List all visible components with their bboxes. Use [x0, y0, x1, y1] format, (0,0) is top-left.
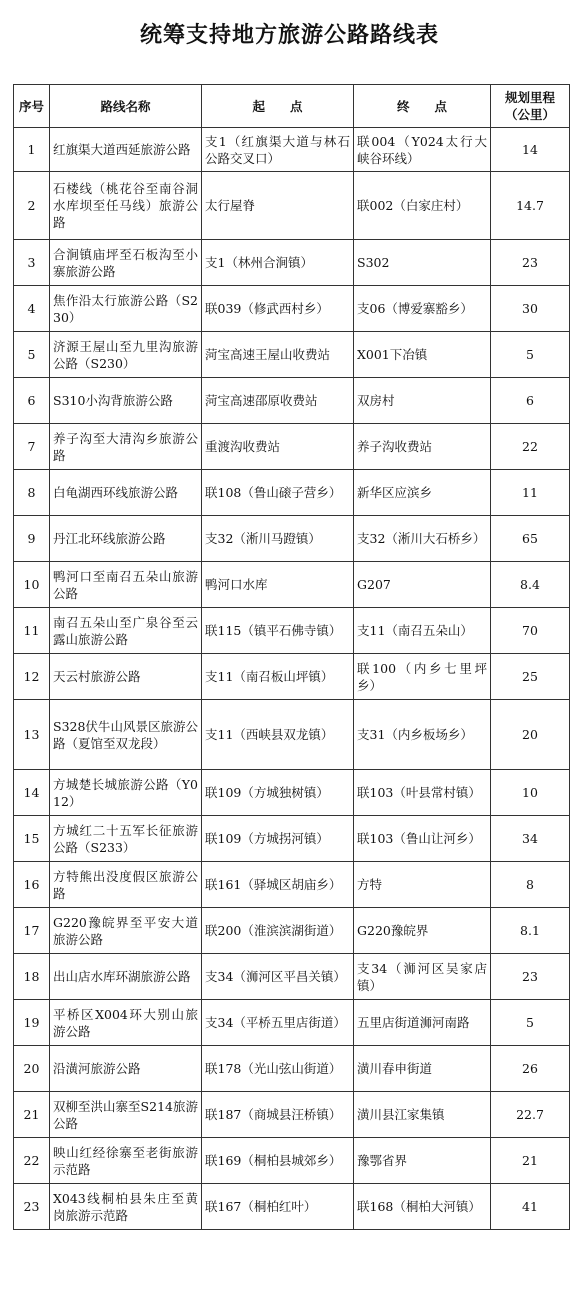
- end-point-cell: 联100（内乡七里坪乡）: [354, 654, 491, 700]
- start-point-cell: 联161（驿城区胡庙乡）: [202, 862, 354, 908]
- table-row: [14, 1184, 570, 1230]
- planned-mileage-cell: 70: [491, 608, 570, 654]
- table-row: [14, 1092, 570, 1138]
- table-row: [14, 240, 570, 286]
- table-row: [14, 172, 570, 240]
- planned-mileage-cell: 8.4: [491, 562, 570, 608]
- end-point-cell: 双房村: [354, 378, 491, 424]
- end-point-cell: G207: [354, 562, 491, 608]
- table-row: [14, 562, 570, 608]
- end-point-cell: 新华区应滨乡: [354, 470, 491, 516]
- header-route-name: 路线名称: [50, 85, 202, 128]
- table-row: [14, 770, 570, 816]
- route-name-cell: 沿潢河旅游公路: [50, 1046, 202, 1092]
- planned-mileage-cell: 25: [491, 654, 570, 700]
- end-point-cell: G220豫皖界: [354, 908, 491, 954]
- route-name-cell: 方城红二十五军长征旅游公路（S233）: [50, 816, 202, 862]
- planned-mileage-cell: 23: [491, 954, 570, 1000]
- row-index-cell: 17: [14, 908, 50, 954]
- end-point-cell: 支34（浉河区吴家店镇）: [354, 954, 491, 1000]
- route-name-cell: 映山红经徐寨至老街旅游示范路: [50, 1138, 202, 1184]
- planned-mileage-cell: 5: [491, 1000, 570, 1046]
- row-index-cell: 19: [14, 1000, 50, 1046]
- planned-mileage-cell: 14.7: [491, 172, 570, 240]
- planned-mileage-cell: 26: [491, 1046, 570, 1092]
- start-point-cell: 支34（平桥五里店街道）: [202, 1000, 354, 1046]
- planned-mileage-cell: 8: [491, 862, 570, 908]
- planned-mileage-cell: 41: [491, 1184, 570, 1230]
- planned-mileage-cell: 11: [491, 470, 570, 516]
- planned-mileage-cell: 22.7: [491, 1092, 570, 1138]
- header-planned-mileage: 规划里程（公里）: [491, 85, 570, 128]
- planned-mileage-cell: 6: [491, 378, 570, 424]
- start-point-cell: 支1（红旗渠大道与林石公路交叉口）: [202, 128, 354, 172]
- end-point-cell: S302: [354, 240, 491, 286]
- route-name-cell: 石楼线（桃花谷至南谷洞水库坝至任马线）旅游公路: [50, 172, 202, 240]
- table-header-row: [14, 85, 570, 128]
- start-point-cell: 联169（桐柏县城郊乡）: [202, 1138, 354, 1184]
- start-point-cell: 菏宝高速邵原收费站: [202, 378, 354, 424]
- start-point-cell: 菏宝高速王屋山收费站: [202, 332, 354, 378]
- table-row: [14, 862, 570, 908]
- row-index-cell: 11: [14, 608, 50, 654]
- end-point-cell: 潢川春申街道: [354, 1046, 491, 1092]
- header-index: 序号: [14, 85, 50, 128]
- row-index-cell: 1: [14, 128, 50, 172]
- row-index-cell: 22: [14, 1138, 50, 1184]
- table-row: [14, 1138, 570, 1184]
- table-row: [14, 516, 570, 562]
- start-point-cell: 鸭河口水库: [202, 562, 354, 608]
- page-title: 统筹支持地方旅游公路路线表: [139, 22, 439, 48]
- planned-mileage-cell: 23: [491, 240, 570, 286]
- row-index-cell: 10: [14, 562, 50, 608]
- end-point-cell: 豫鄂省界: [354, 1138, 491, 1184]
- header-start-point: 起 点: [202, 85, 354, 128]
- table-row: [14, 816, 570, 862]
- route-name-cell: X043线桐柏县朱庄至黄岗旅游示范路: [50, 1184, 202, 1230]
- start-point-cell: 支11（南召板山坪镇）: [202, 654, 354, 700]
- route-name-cell: 红旗渠大道西延旅游公路: [50, 128, 202, 172]
- end-point-cell: 潢川县江家集镇: [354, 1092, 491, 1138]
- end-point-cell: 养子沟收费站: [354, 424, 491, 470]
- planned-mileage-cell: 30: [491, 286, 570, 332]
- route-name-cell: 方特熊出没度假区旅游公路: [50, 862, 202, 908]
- start-point-cell: 重渡沟收费站: [202, 424, 354, 470]
- start-point-cell: 联039（修武西村乡）: [202, 286, 354, 332]
- route-name-cell: 天云村旅游公路: [50, 654, 202, 700]
- end-point-cell: 联168（桐柏大河镇）: [354, 1184, 491, 1230]
- planned-mileage-cell: 20: [491, 700, 570, 770]
- end-point-cell: 支11（南召五朵山）: [354, 608, 491, 654]
- start-point-cell: 联200（淮滨滨湖街道）: [202, 908, 354, 954]
- planned-mileage-cell: 14: [491, 128, 570, 172]
- end-point-cell: 方特: [354, 862, 491, 908]
- route-name-cell: 白龟湖西环线旅游公路: [50, 470, 202, 516]
- row-index-cell: 18: [14, 954, 50, 1000]
- table-row: [14, 424, 570, 470]
- table-row: [14, 1000, 570, 1046]
- route-name-cell: 方城楚长城旅游公路（Y012）: [50, 770, 202, 816]
- route-name-cell: 出山店水库环湖旅游公路: [50, 954, 202, 1000]
- end-point-cell: 联103（鲁山让河乡）: [354, 816, 491, 862]
- planned-mileage-cell: 34: [491, 816, 570, 862]
- row-index-cell: 14: [14, 770, 50, 816]
- table-row: [14, 954, 570, 1000]
- row-index-cell: 4: [14, 286, 50, 332]
- row-index-cell: 9: [14, 516, 50, 562]
- end-point-cell: 五里店街道浉河南路: [354, 1000, 491, 1046]
- row-index-cell: 13: [14, 700, 50, 770]
- table-row: [14, 286, 570, 332]
- planned-mileage-cell: 10: [491, 770, 570, 816]
- planned-mileage-cell: 22: [491, 424, 570, 470]
- end-point-cell: 支06（博爱寨豁乡）: [354, 286, 491, 332]
- row-index-cell: 12: [14, 654, 50, 700]
- row-index-cell: 8: [14, 470, 50, 516]
- row-index-cell: 2: [14, 172, 50, 240]
- row-index-cell: 7: [14, 424, 50, 470]
- planned-mileage-cell: 65: [491, 516, 570, 562]
- planned-mileage-cell: 21: [491, 1138, 570, 1184]
- end-point-cell: X001下冶镇: [354, 332, 491, 378]
- route-name-cell: 济源王屋山至九里沟旅游公路（S230）: [50, 332, 202, 378]
- start-point-cell: 联187（商城县汪桥镇）: [202, 1092, 354, 1138]
- row-index-cell: 23: [14, 1184, 50, 1230]
- start-point-cell: 支1（林州合涧镇）: [202, 240, 354, 286]
- row-index-cell: 21: [14, 1092, 50, 1138]
- route-name-cell: 丹江北环线旅游公路: [50, 516, 202, 562]
- table-row: [14, 1046, 570, 1092]
- route-name-cell: 鸭河口至南召五朵山旅游公路: [50, 562, 202, 608]
- end-point-cell: 支32（淅川大石桥乡）: [354, 516, 491, 562]
- start-point-cell: 联109（方城拐河镇）: [202, 816, 354, 862]
- table-row: [14, 908, 570, 954]
- route-name-cell: 合涧镇庙坪至石板沟至小寨旅游公路: [50, 240, 202, 286]
- start-point-cell: 支32（淅川马蹬镇）: [202, 516, 354, 562]
- table-row: [14, 332, 570, 378]
- header-end-point: 终 点: [354, 85, 491, 128]
- route-name-cell: 平桥区X004环大别山旅游公路: [50, 1000, 202, 1046]
- route-name-cell: G220豫皖界至平安大道旅游公路: [50, 908, 202, 954]
- route-name-cell: S328伏牛山风景区旅游公路（夏馆至双龙段）: [50, 700, 202, 770]
- route-name-cell: 双柳至洪山寨至S214旅游公路: [50, 1092, 202, 1138]
- planned-mileage-cell: 8.1: [491, 908, 570, 954]
- start-point-cell: 联108（鲁山磙子营乡）: [202, 470, 354, 516]
- start-point-cell: 联167（桐柏红叶）: [202, 1184, 354, 1230]
- end-point-cell: 支31（内乡板场乡）: [354, 700, 491, 770]
- table-row: [14, 654, 570, 700]
- table-row: [14, 608, 570, 654]
- row-index-cell: 5: [14, 332, 50, 378]
- table-row: [14, 700, 570, 770]
- table-row: [14, 470, 570, 516]
- row-index-cell: 6: [14, 378, 50, 424]
- start-point-cell: 太行屋脊: [202, 172, 354, 240]
- route-name-cell: 焦作沿太行旅游公路（S230）: [50, 286, 202, 332]
- row-index-cell: 20: [14, 1046, 50, 1092]
- route-table: [13, 84, 570, 1230]
- table-row: [14, 378, 570, 424]
- row-index-cell: 15: [14, 816, 50, 862]
- row-index-cell: 16: [14, 862, 50, 908]
- route-name-cell: 养子沟至大清沟乡旅游公路: [50, 424, 202, 470]
- start-point-cell: 支34（浉河区平昌关镇）: [202, 954, 354, 1000]
- start-point-cell: 联109（方城独树镇）: [202, 770, 354, 816]
- end-point-cell: 联004（Y024太行大峡谷环线）: [354, 128, 491, 172]
- end-point-cell: 联002（白家庄村）: [354, 172, 491, 240]
- route-name-cell: S310小沟背旅游公路: [50, 378, 202, 424]
- start-point-cell: 联115（镇平石佛寺镇）: [202, 608, 354, 654]
- planned-mileage-cell: 5: [491, 332, 570, 378]
- row-index-cell: 3: [14, 240, 50, 286]
- route-name-cell: 南召五朵山至广泉谷至云露山旅游公路: [50, 608, 202, 654]
- start-point-cell: 支11（西峡县双龙镇）: [202, 700, 354, 770]
- table-row: [14, 128, 570, 172]
- end-point-cell: 联103（叶县常村镇）: [354, 770, 491, 816]
- start-point-cell: 联178（光山弦山街道）: [202, 1046, 354, 1092]
